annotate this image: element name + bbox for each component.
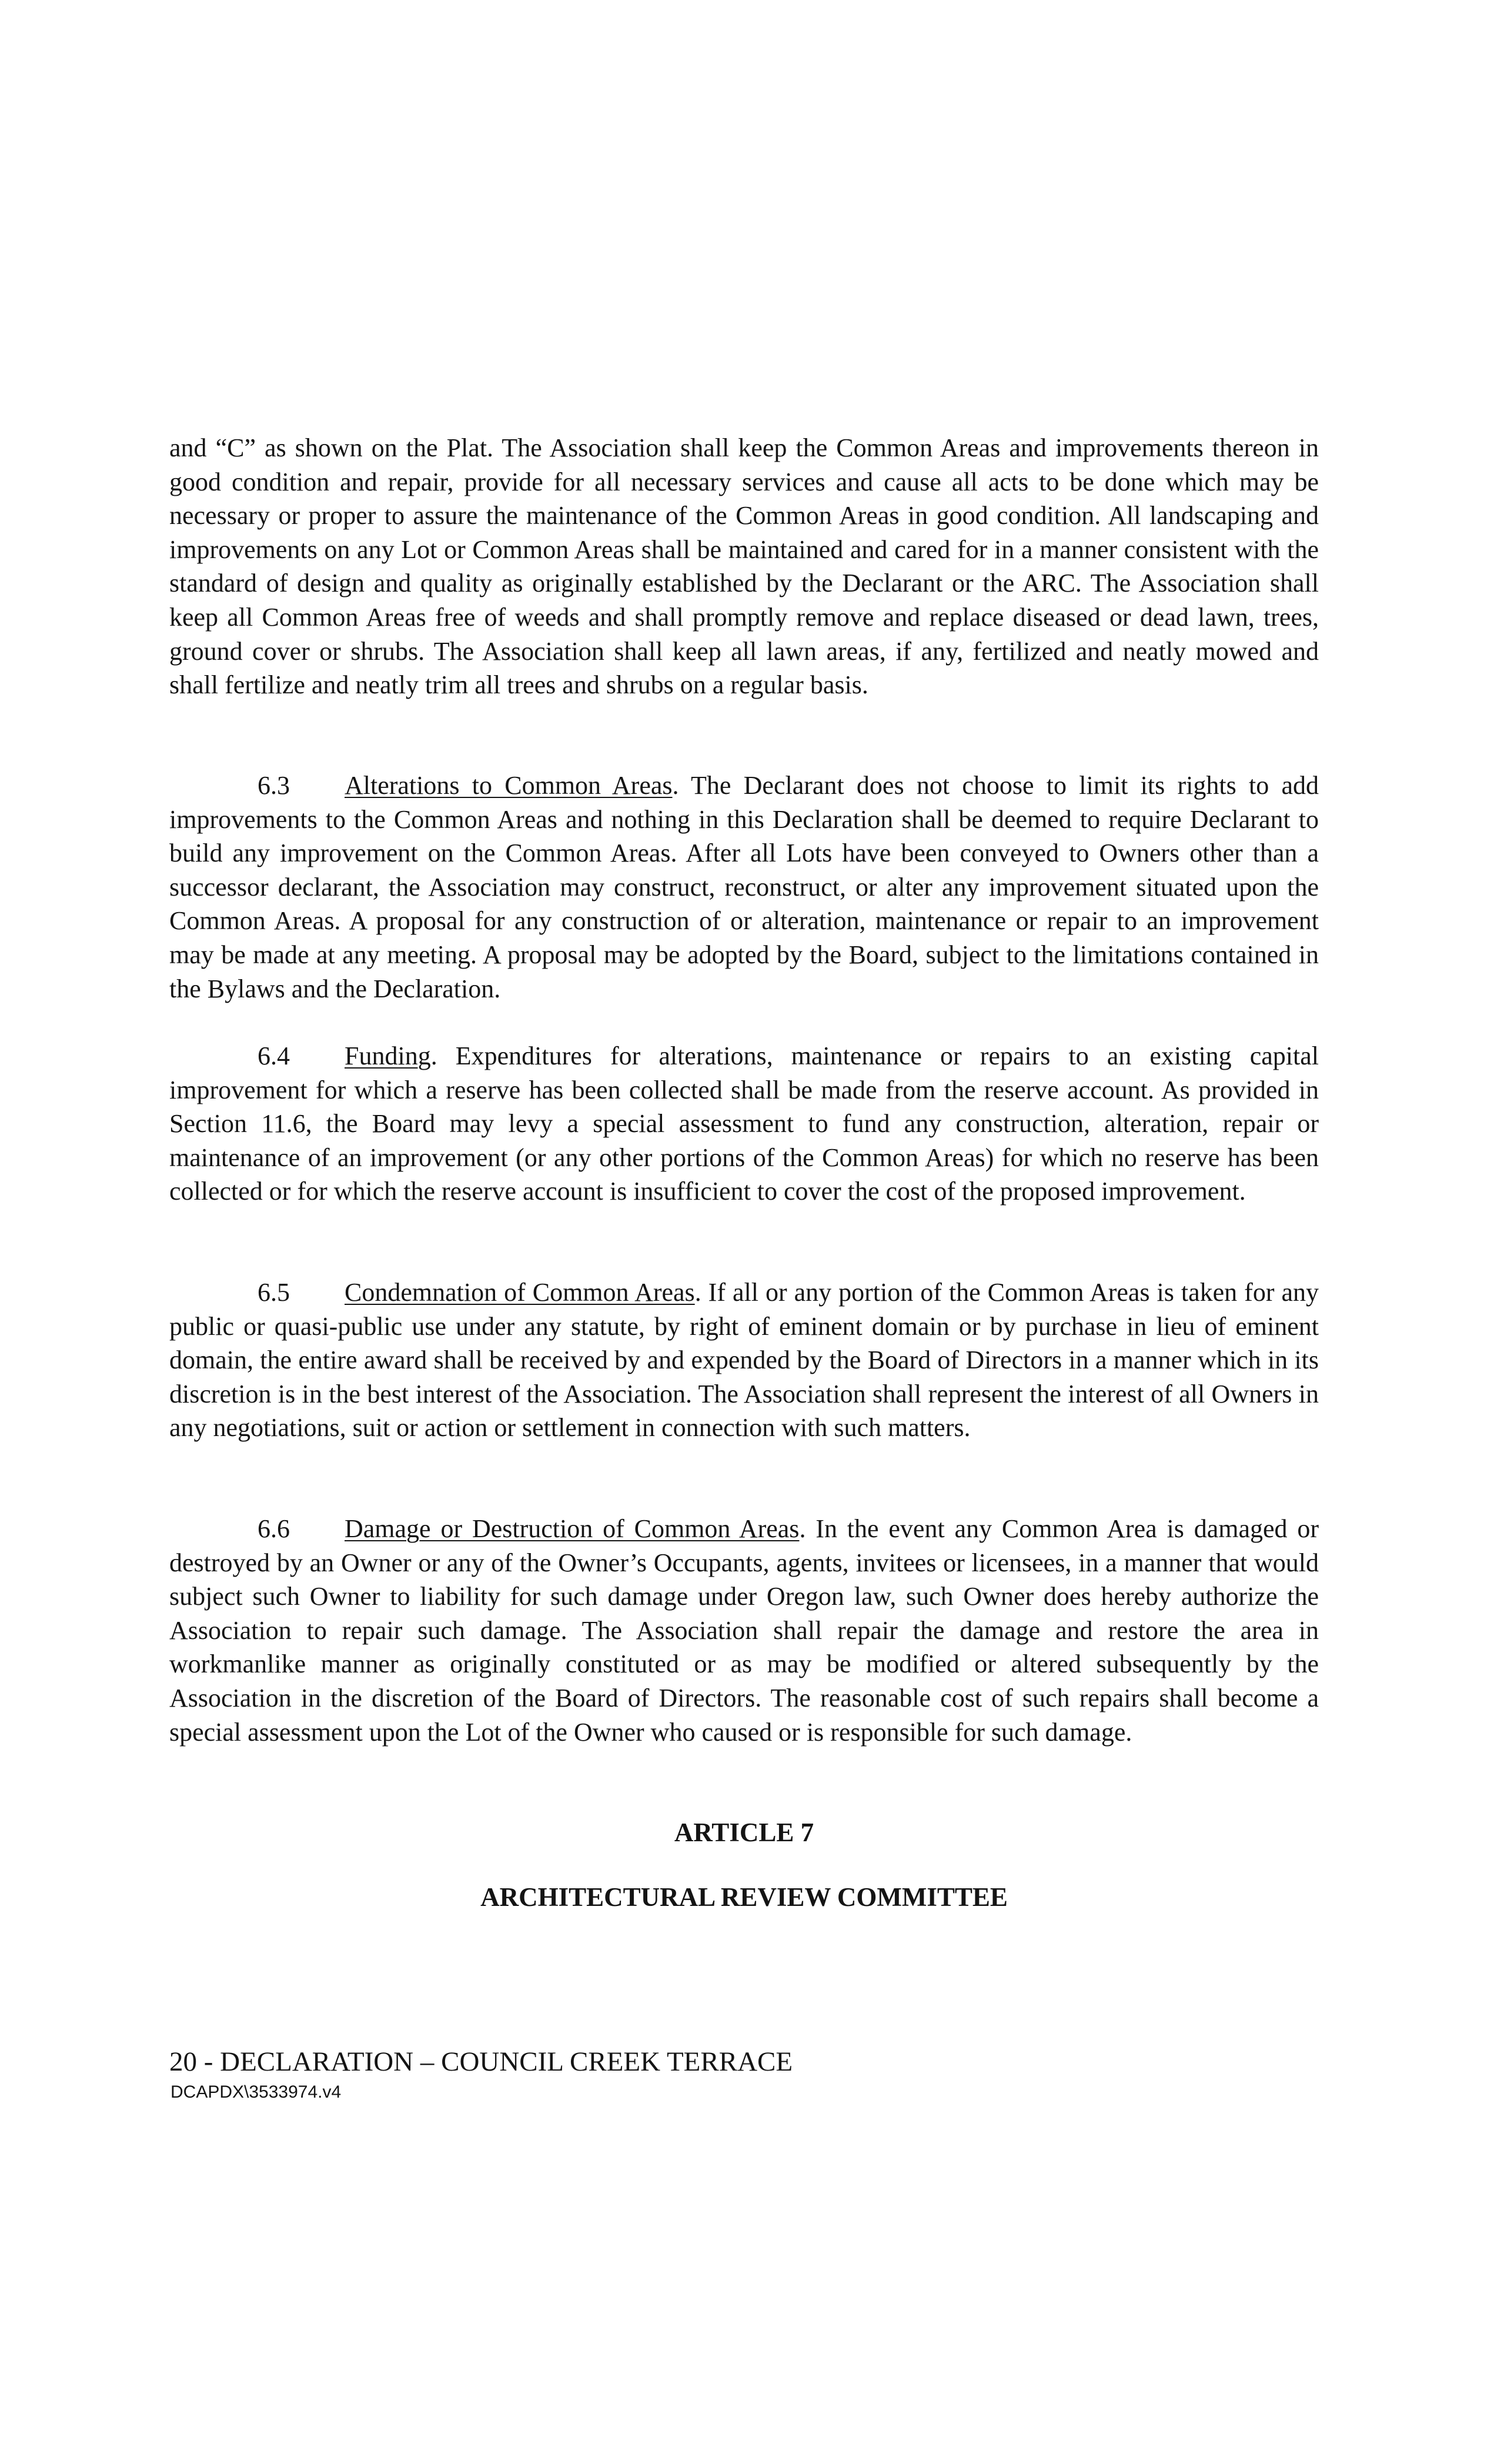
section-6-3-paragraph <box>169 769 1319 1006</box>
section-6-4-paragraph <box>169 1039 1319 1208</box>
footer-page-line: 20 - DECLARATION – COUNCIL CREEK TERRACE <box>169 2046 793 2077</box>
section-6-6-title: Damage or Destruction of Common Areas <box>345 1514 800 1543</box>
article-title: ARCHITECTURAL REVIEW COMMITTEE <box>480 1882 1008 1912</box>
section-6-5 <box>169 1276 1319 1445</box>
section-6-5-paragraph <box>169 1276 1319 1445</box>
section-6-4-title: Funding <box>345 1041 431 1070</box>
section-6-3-title: Alterations to Common Areas <box>345 771 673 800</box>
section-6-6-number: 6.6 <box>258 1514 290 1543</box>
section-6-5-number: 6.5 <box>258 1278 290 1307</box>
section-6-3-number: 6.3 <box>258 771 290 800</box>
paragraph-continuation: and “C” as shown on the Plat. The Association shall keep the Common Areas and improvements thereon in good condition and repair, provide for all necessary services and cause all acts to be done which may be necessary or proper to assure the maintenance of the Common Areas in good condition. All landscaping and improvements on any Lot or Common Areas shall be maintained and cared for in a manner consistent with the standard of design and quality as originally established by the Declarant or the ARC. The Association shall keep all Common Areas free of weeds and shall promptly remove and replace diseased or dead lawn, trees, ground cover or shrubs. The Association shall keep all lawn areas, if any, fertilized and neatly mowed and shall fertilize and neatly trim all trees and shrubs on a regular basis. <box>169 433 1319 700</box>
section-6-4-body: . Expenditures for alterations, maintenance or repairs to an existing capital improvement for which a reserve has been collected shall be made from the reserve account. As provided in Section 11.6, the Board may levy a special assessment to fund any construction, alteration, repair or maintenance of an improvement (or any other portions of the Common Areas) for which no reserve has been collected or for which the reserve account is insufficient to cover the cost of the proposed improvement. <box>169 1041 1319 1206</box>
article-label: ARTICLE 7 <box>674 1818 814 1847</box>
section-6-6 <box>169 1512 1319 1749</box>
section-6-3-body: . The Declarant does not choose to limit its rights to add improvements to the Common Areas and nothing in this Declaration shall be deemed to require Declarant to build any improvement on the Common Areas. After all Lots have been conveyed to Owners other than a successor declarant, the Association may construct, reconstruct, or alter any improvement situated upon the Common Areas. A proposal for any construction of or alteration, maintenance or repair to an improvement may be made at any meeting. A proposal may be adopted by the Board, subject to the limitations contained in the Bylaws and the Declaration. <box>169 771 1319 1003</box>
section-6-4-number: 6.4 <box>258 1041 290 1070</box>
section-6-4 <box>169 1039 1319 1208</box>
section-6-5-body: . If all or any portion of the Common Areas is taken for any public or quasi-public use under any statute, by right of eminent domain or by purchase in lieu of eminent domain, the entire award shall be received by and expended by the Board of Directors in a manner which in its discretion is in the best interest of the Association. The Association shall represent the interest of all Owners in any negotiations, suit or action or settlement in connection with such matters. <box>169 1278 1319 1443</box>
section-6-6-body: . In the event any Common Area is damaged or destroyed by an Owner or any of the Owner’s Occupants, agents, invitees or licensees, in a manner that would subject such Owner to liability for such damage under Oregon law, such Owner does hereby authorize the Association to repair such damage. The Association shall repair the damage and restore the area in workmanlike manner as originally constituted or as may be modified or altered subsequently by the Association in the discretion of the Board of Directors. The reasonable cost of such repairs shall become a special assessment upon the Lot of the Owner who caused or is responsible for such damage. <box>169 1514 1319 1747</box>
section-6-5-title: Condemnation of Common Areas <box>345 1278 695 1307</box>
section-6-3 <box>169 769 1319 1006</box>
footer-doc-id: DCAPDX\3533974.v4 <box>171 2082 342 2102</box>
section-6-6-paragraph <box>169 1512 1319 1749</box>
